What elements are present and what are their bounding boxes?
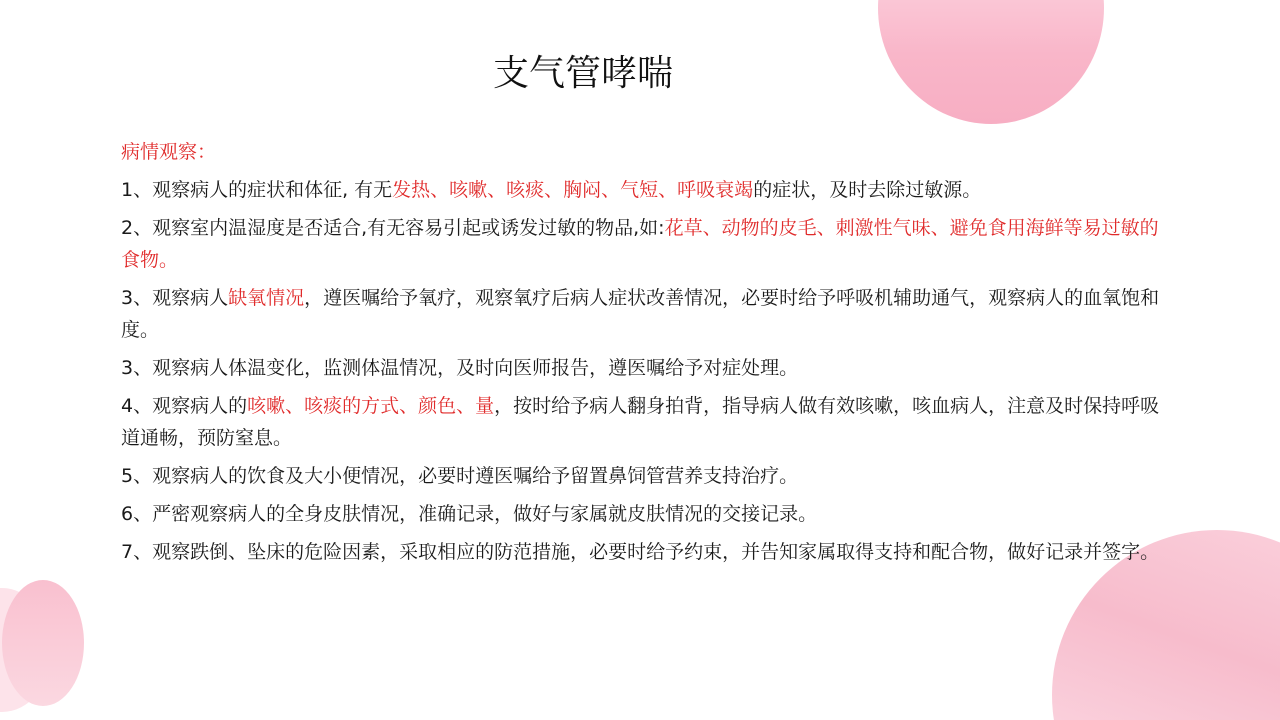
section-heading: 病情观察： [121, 141, 217, 163]
observation-item [121, 174, 1166, 206]
slide-title: 支气管哮喘 [492, 53, 673, 94]
observation-item [121, 460, 1166, 492]
observation-item [121, 352, 1166, 384]
item-text: ，按时给予病人翻身拍背，指导病人做有效咳嗽，咳血病人，注意及时保持呼吸道通畅，预防窒息。 [121, 395, 1160, 449]
item-text: 7、观察跌倒、坠床的危险因素，采取相应的防范措施，必要时给予约束，并告知家属取得支持和配合物，做好记录并签字。 [121, 541, 1160, 563]
observation-item [121, 536, 1166, 568]
item-text: 的症状，及时去除过敏源。 [753, 179, 982, 201]
observation-item [121, 212, 1166, 276]
observation-item [121, 498, 1166, 530]
highlighted-text: 咳嗽、咳痰的方式、颜色、量 [247, 395, 495, 417]
decorative-ellipse-left-front [2, 580, 84, 706]
highlighted-text: 发热、咳嗽、咳痰、胸闷、气短、呼吸衰竭 [392, 179, 754, 201]
observation-list [121, 174, 1166, 568]
item-text: ，遵医嘱给予氧疗，观察氧疗后病人症状改善情况，必要时给予呼吸机辅助通气，观察病人的血氧饱和度。 [121, 287, 1160, 341]
observation-item [121, 390, 1166, 454]
item-text: 5、观察病人的饮食及大小便情况，必要时遵医嘱给予留置鼻饲管营养支持治疗。 [121, 465, 799, 487]
item-text: 3、观察病人 [121, 287, 229, 309]
highlighted-text: 花草、动物的皮毛、刺激性气味、避免食用海鲜等易过敏的食物。 [121, 217, 1159, 271]
item-text: 6、严密观察病人的全身皮肤情况，准确记录，做好与家属就皮肤情况的交接记录。 [121, 503, 818, 525]
content-body [121, 136, 1166, 574]
observation-item [121, 282, 1166, 346]
item-text: 4、观察病人的 [121, 395, 248, 417]
item-text: 1、观察病人的症状和体征, 有无 [121, 179, 393, 201]
item-text: 3、观察病人体温变化，监测体温情况，及时向医师报告，遵医嘱给予对症处理。 [121, 357, 799, 379]
item-text: 2、观察室内温湿度是否适合,有无容易引起或诱发过敏的物品,如: [121, 217, 665, 239]
highlighted-text: 缺氧情况 [228, 287, 305, 309]
